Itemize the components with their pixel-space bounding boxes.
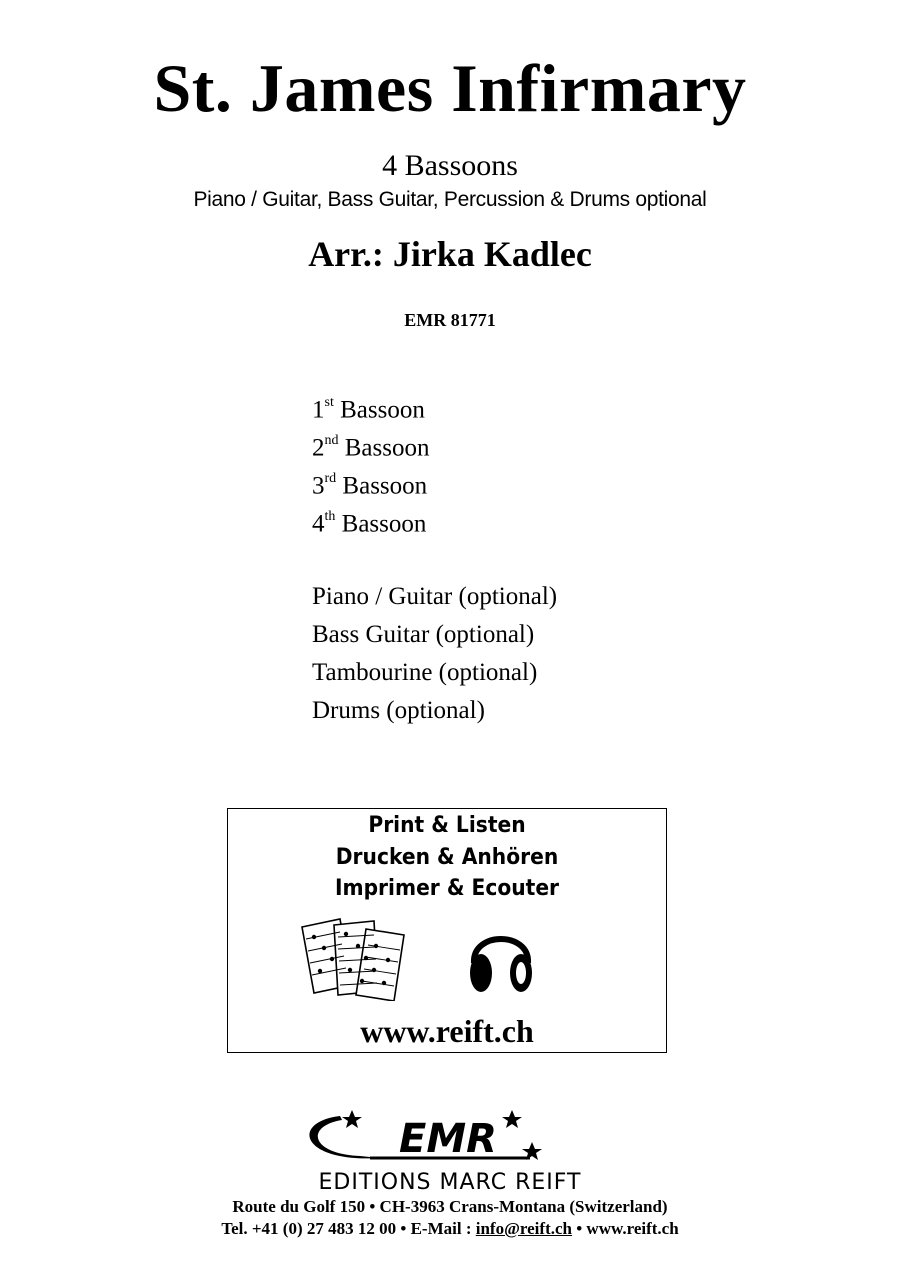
- optional-part-item: Piano / Guitar (optional): [312, 583, 558, 610]
- parts-list-optional: [312, 578, 712, 730]
- publisher-address: Route du Golf 150 • CH-3963 Crans-Montana (Switzerland): [232, 1197, 668, 1216]
- parts-list-main: [312, 386, 712, 538]
- optional-part-item: Drums (optional): [312, 697, 485, 724]
- subtitle: 4 Bassoons: [382, 149, 518, 182]
- sheet-music-icon: [300, 915, 412, 1001]
- page-title: St. James Infirmary: [153, 50, 747, 126]
- publisher-name: EDITIONS MARC REIFT: [318, 1170, 582, 1195]
- part-item: 1st Bassoon: [312, 395, 425, 424]
- catalog-number: EMR 81771: [404, 310, 496, 330]
- part-item: 4th Bassoon: [312, 509, 427, 538]
- promo-line-german: Drucken & Anhören: [335, 845, 559, 870]
- optional-part-item: Bass Guitar (optional): [312, 621, 535, 648]
- email-link[interactable]: info@reift.ch: [475, 1219, 572, 1238]
- website-link[interactable]: • www.reift.ch: [571, 1219, 679, 1238]
- promo-url-link[interactable]: www.reift.ch: [360, 1013, 534, 1049]
- instrumentation-line: Piano / Guitar, Bass Guitar, Percussion & Drums optional: [193, 188, 707, 211]
- logo-text: EMR: [399, 1116, 497, 1162]
- emr-logo: [300, 1108, 600, 1168]
- promo-line-french: Imprimer & Ecouter: [334, 876, 560, 901]
- arranger: Arr.: Jirka Kadlec: [308, 234, 592, 274]
- part-item: 3rd Bassoon: [312, 471, 428, 500]
- optional-part-item: Tambourine (optional): [312, 659, 538, 686]
- promo-line-english: Print & Listen: [368, 813, 526, 838]
- headphones-icon: [466, 917, 536, 997]
- print-listen-box: [227, 808, 667, 1053]
- part-item: 2nd Bassoon: [312, 433, 430, 462]
- publisher-contact: Tel. +41 (0) 27 483 12 00 • E-Mail : info@reift.ch • www.reift.ch: [221, 1219, 679, 1238]
